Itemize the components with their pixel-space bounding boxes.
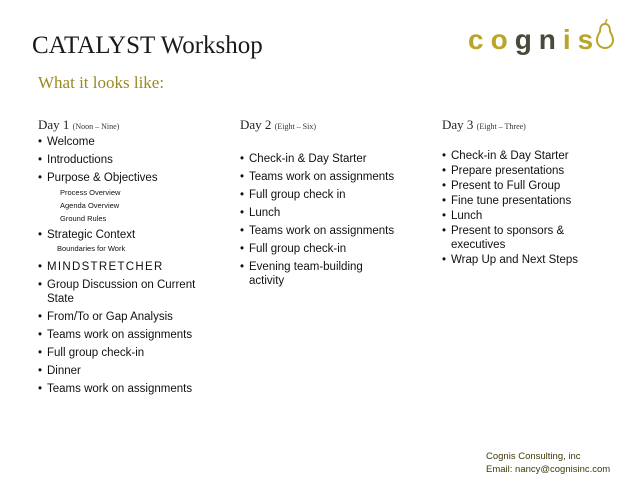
day-label: Day 2 [240,117,272,132]
agenda-item: • MINDSTRETCHER [38,260,218,274]
day-1-heading [38,117,218,135]
agenda-item: • Wrap Up and Next Steps [442,253,622,267]
agenda-item: • Full group check in [240,188,415,202]
agenda-item: • Teams work on assignments [38,328,218,342]
agenda-item: • Present to Full Group [442,179,622,193]
agenda-item: • Present to sponsors & executives [442,224,591,252]
footer-company: Cognis Consulting, inc [486,451,581,462]
contact-footer [486,450,610,476]
day-1-agenda-list [38,135,218,396]
agenda-item: • Full group check-in [38,346,218,360]
cognis-logo [468,22,618,62]
logo-text-part: is [562,24,601,55]
agenda-item: • Fine tune presentations [442,194,622,208]
day-3-agenda-list [442,149,622,267]
day-time: (Eight – Six) [274,122,317,131]
day-label: Day 3 [442,117,474,132]
agenda-item: • Welcome [38,135,218,149]
agenda-subitem: Agenda Overview [60,201,120,210]
agenda-item: • Purpose & Objectives [38,171,218,185]
agenda-item: • From/To or Gap Analysis [38,310,218,324]
logo-text-part: co [468,24,515,55]
day-1-column [38,117,218,396]
pear-icon [594,18,616,50]
agenda-item: • Teams work on assignments [240,224,415,238]
footer-email: Email: nancy@cognisinc.com [486,464,611,475]
agenda-subitem: Ground Rules [60,214,107,223]
agenda-item: • Dinner [38,364,218,378]
day-label: Day 1 [38,117,70,132]
day-3-heading [442,117,622,135]
slide-title: CATALYST Workshop [32,32,263,59]
agenda-item: • Lunch [240,206,415,220]
day-2-column [240,117,415,288]
agenda-item: • Evening team-building activity [240,260,384,288]
agenda-item: • Prepare presentations [442,164,622,178]
logo-text-part: gn [514,24,563,55]
agenda-item: • Introductions [38,153,218,167]
agenda-item: • Lunch [442,209,622,223]
agenda-item: • Group Discussion on Current State [38,278,218,306]
agenda-item: • Strategic Context [38,228,218,242]
agenda-item: • Full group check-in [240,242,415,256]
day-2-agenda-list [240,152,415,288]
agenda-item: • Check-in & Day Starter [240,152,415,166]
day-3-column [442,117,622,267]
day-2-heading [240,117,415,135]
logo-wordmark [468,24,600,56]
day-time: (Eight – Three) [476,122,526,131]
agenda-item: • Check-in & Day Starter [442,149,622,163]
day-time: (Noon – Nine) [72,122,120,131]
agenda-subitem: Process Overview [60,188,121,197]
agenda-item: • Teams work on assignments [38,382,218,396]
agenda-subitem: Boundaries for Work [57,244,126,253]
agenda-item: • Teams work on assignments [240,170,415,184]
slide-subtitle: What it looks like: [38,73,165,92]
